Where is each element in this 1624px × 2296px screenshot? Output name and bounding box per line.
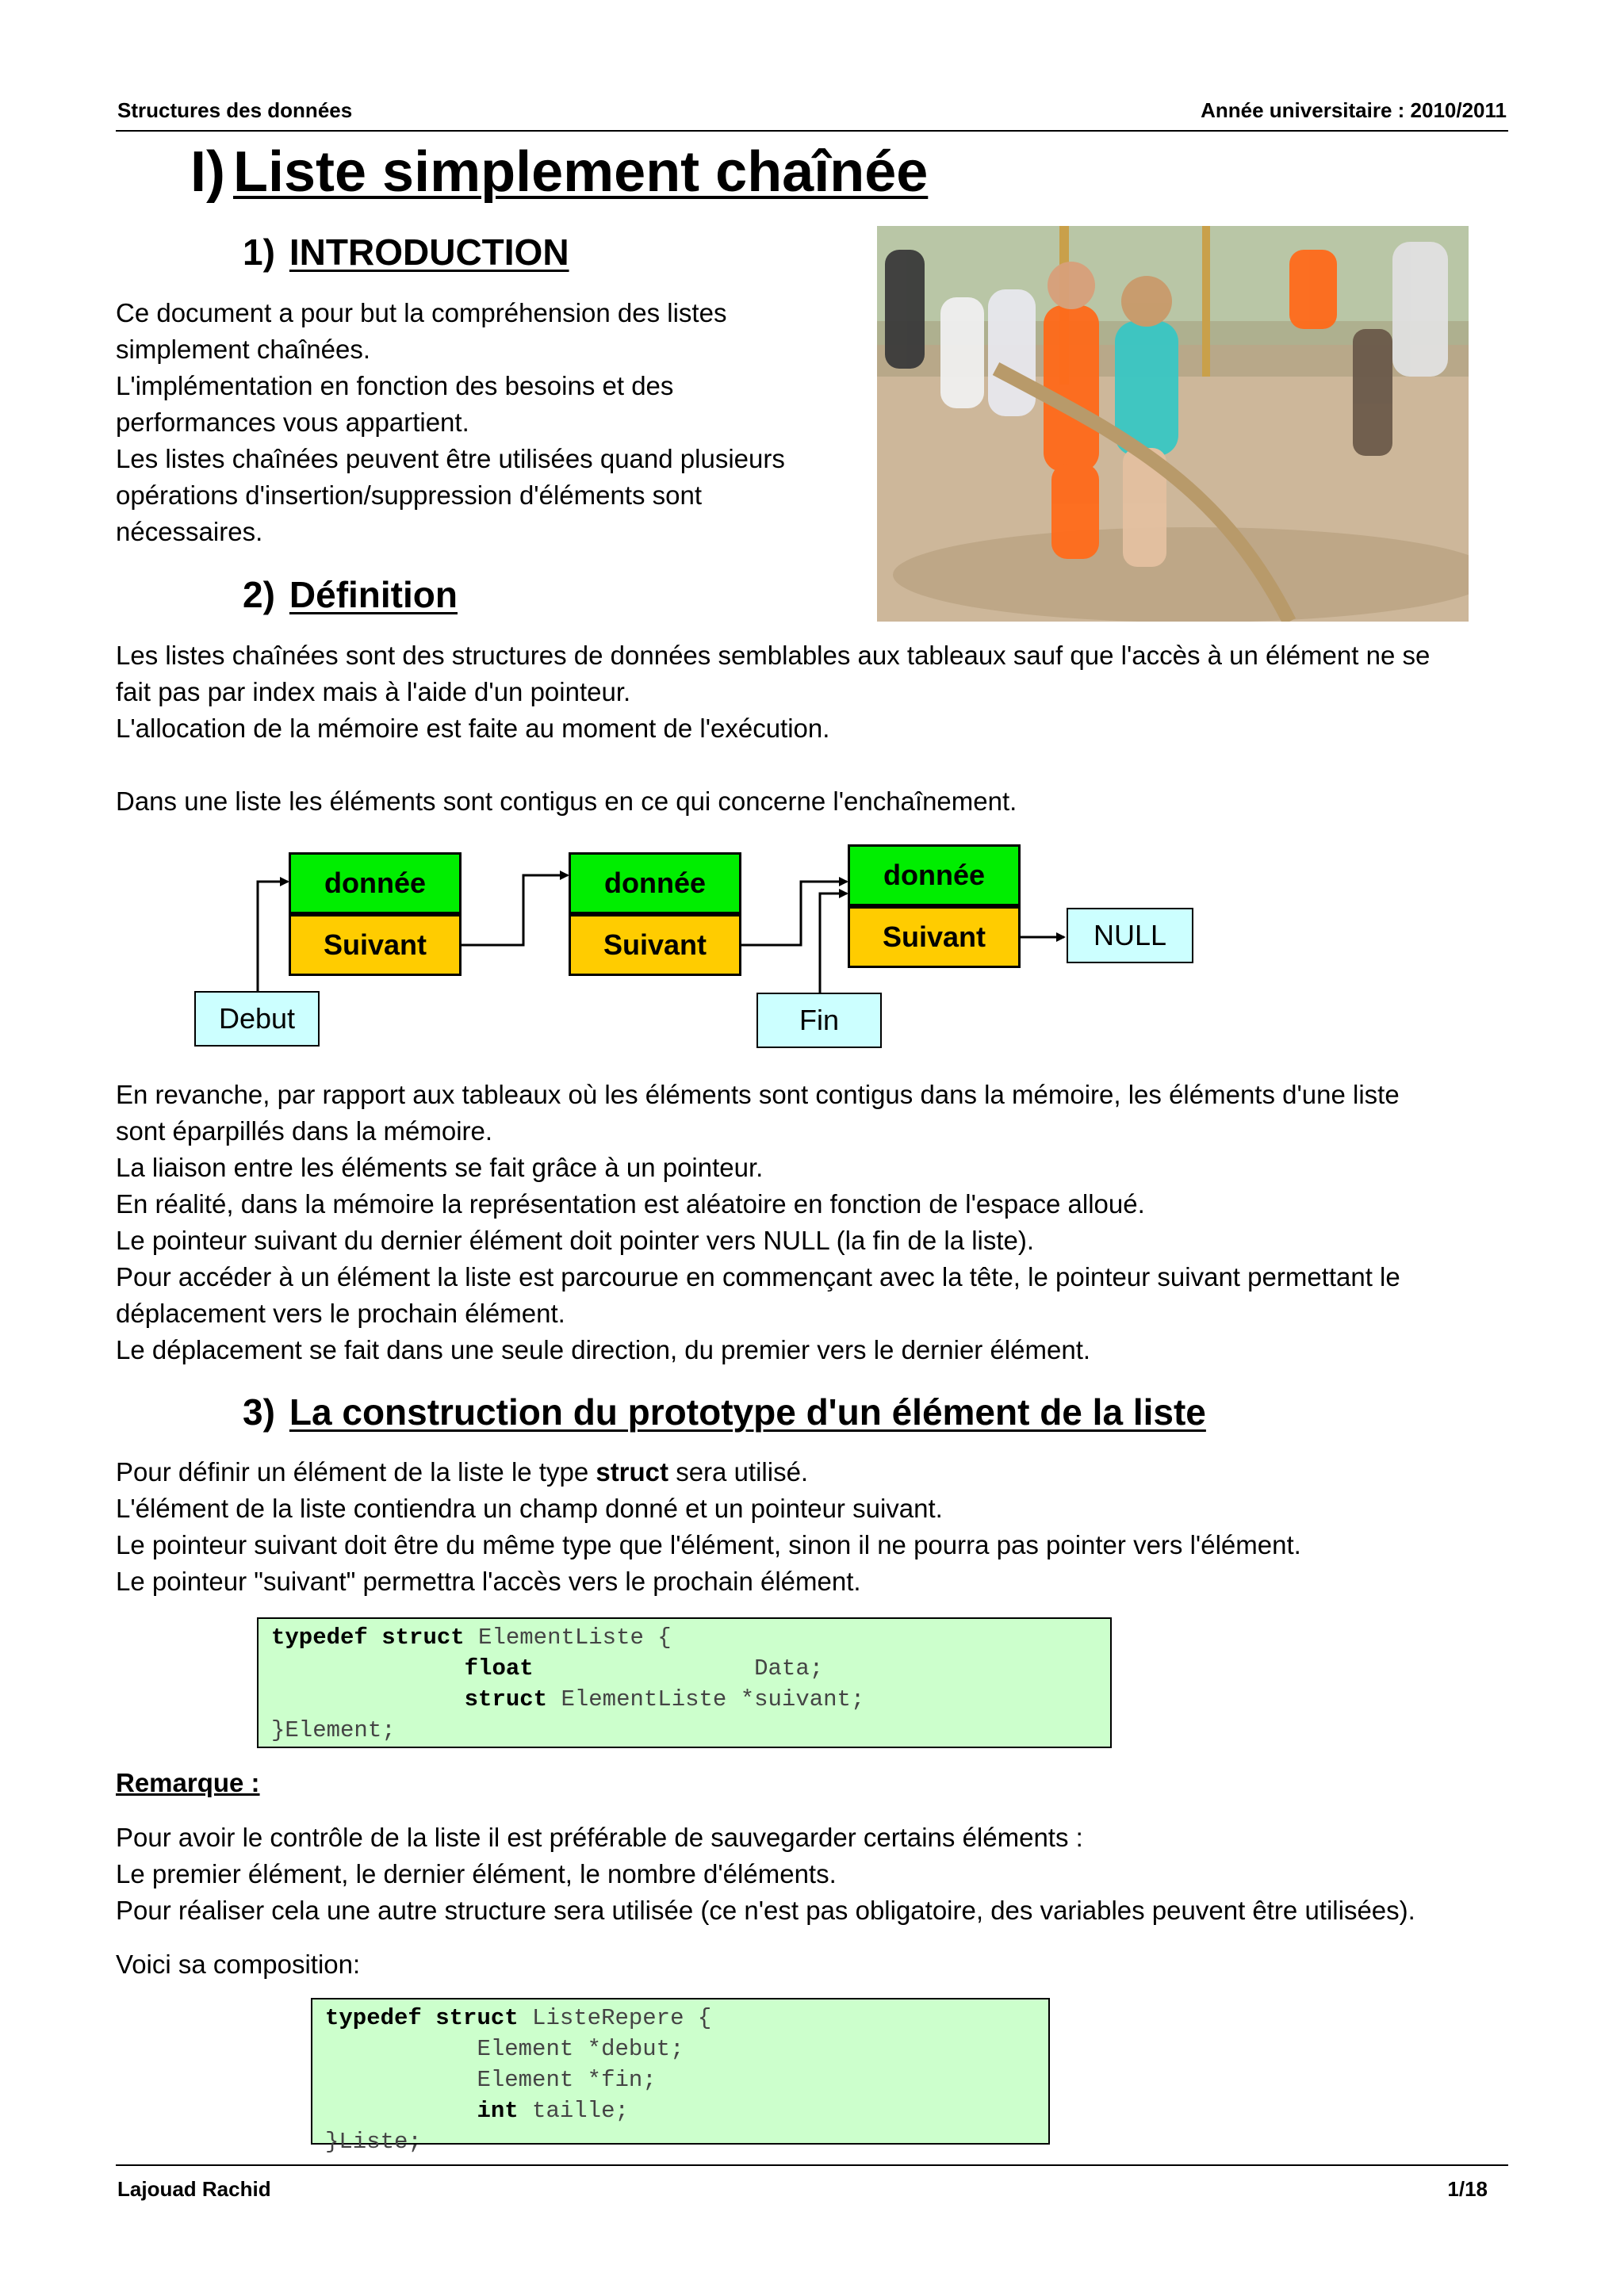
text-line: Pour réaliser cela une autre structure sera utilisée (ce n'est pas obligatoire, des variables peuvent être utilisées). <box>116 1896 1415 1925</box>
text-line <box>116 1454 1527 1490</box>
code-text: Element *debut; <box>477 2036 684 2062</box>
tug-of-war-photo <box>877 226 1469 622</box>
text-line: Dans une liste les éléments sont contigus en ce qui concerne l'enchaînement. <box>116 786 1017 816</box>
code-text: Data; <box>754 1655 824 1682</box>
chapter-title <box>190 139 928 205</box>
footer-author: Lajouad Rachid <box>117 2177 271 2201</box>
voici-paragraph <box>116 1946 909 1983</box>
node-3-next: Suivant <box>848 906 1021 968</box>
remarque-paragraph <box>116 1820 1527 1929</box>
code-text: Element *fin; <box>477 2067 657 2093</box>
code-keyword: float <box>464 1655 534 1682</box>
text-line: Le premier élément, le dernier élément, le nombre d'éléments. <box>116 1859 837 1888</box>
section-number: 1) <box>243 232 275 273</box>
text-line: L'allocation de la mémoire est faite au moment de l'exécution. <box>116 714 830 743</box>
text-line: En revanche, par rapport aux tableaux où les éléments sont contigus dans la mémoire, les éléments d'une liste <box>116 1080 1400 1109</box>
section-number: 3) <box>243 1391 275 1433</box>
code-text: }Liste; <box>325 2129 422 2155</box>
text-line: nécessaires. <box>116 517 263 546</box>
section-title: Définition <box>289 574 458 615</box>
text-line: Le pointeur suivant doit être du même type que l'élément, sinon il ne pourra pas pointer vers l'élément. <box>116 1530 1301 1559</box>
text-line: Le pointeur "suivant" permettra l'accès vers le prochain élément. <box>116 1567 861 1596</box>
code-text: taille; <box>518 2098 629 2124</box>
section-number: 2) <box>243 574 275 615</box>
code-keyword: typedef <box>271 1624 368 1651</box>
node-2-next: Suivant <box>569 914 741 976</box>
linked-list-diagram <box>190 836 1205 1058</box>
header-academic-year: Année universitaire : 2010/2011 <box>1201 98 1507 122</box>
fin-box: Fin <box>756 993 882 1048</box>
node-1-next: Suivant <box>289 914 462 976</box>
code-keyword: struct <box>464 1686 548 1712</box>
text-line: Les listes chaînées sont des structures de données semblables aux tableaux sauf que l'accès à un élément ne se <box>116 641 1431 670</box>
text-line: opérations d'insertion/suppression d'éléments sont <box>116 480 703 510</box>
code-text: ElementListe *suivant; <box>547 1686 865 1712</box>
code-keyword: struct <box>381 1624 465 1651</box>
liste-struct-code-block <box>311 1998 1050 2155</box>
text-line: simplement chaînées. <box>116 335 370 364</box>
text-line: L'implémentation en fonction des besoins et des <box>116 371 674 400</box>
debut-pointer-arrow <box>258 882 288 991</box>
header-course-title: Structures des données <box>117 98 353 122</box>
text-line: fait pas par index mais à l'aide d'un pointeur. <box>116 677 631 706</box>
intro-paragraph <box>116 295 877 550</box>
chapter-number: I) <box>190 140 225 204</box>
revanche-paragraph <box>116 1077 1527 1368</box>
prototype-paragraph <box>116 1454 1527 1600</box>
page-footer <box>116 2164 1508 2206</box>
text-line: Ce document a pour but la compréhension des listes <box>116 298 727 327</box>
text-line: La liaison entre les éléments se fait grâce à un pointeur. <box>116 1153 764 1182</box>
text-line: déplacement vers le prochain élément. <box>116 1299 565 1328</box>
node-2-data: donnée <box>569 852 741 914</box>
code-text: ListeRepere { <box>518 2005 712 2031</box>
debut-box: Debut <box>194 991 320 1047</box>
code-keyword: struct <box>435 2005 519 2031</box>
text-line: En réalité, dans la mémoire la représentation est aléatoire en fonction de l'espace alloué. <box>116 1189 1145 1219</box>
text-line: Pour accéder à un élément la liste est parcourue en commençant avec la tête, le pointeur suivant permettant le <box>116 1262 1400 1292</box>
text-line: Le déplacement se fait dans une seule direction, du premier vers le dernier élément. <box>116 1335 1091 1364</box>
section-title: La construction du prototype d'un élément de la liste <box>289 1391 1206 1433</box>
section-prototype-heading <box>243 1390 1206 1434</box>
definition-paragraph <box>116 637 1511 747</box>
fin-pointer-arrow <box>820 894 847 993</box>
code-keyword: int <box>477 2098 519 2124</box>
text-line: Le pointeur suivant du dernier élément doit pointer vers NULL (la fin de la liste). <box>116 1226 1035 1255</box>
section-title: INTRODUCTION <box>289 232 569 273</box>
element-struct-code-block <box>257 1617 1112 1748</box>
text-line: Voici sa composition: <box>116 1950 361 1979</box>
chapter-title-text: Liste simplement chaînée <box>232 140 929 204</box>
next-pointer-arrow-1 <box>462 875 568 945</box>
code-text: }Element; <box>271 1717 396 1743</box>
section-definition-heading <box>243 572 458 617</box>
footer-page-number: 1/18 <box>1447 2177 1488 2201</box>
struct-keyword: struct <box>596 1457 669 1487</box>
text-fragment: Pour définir un élément de la liste le type <box>116 1457 596 1487</box>
node-3-data: donnée <box>848 844 1021 906</box>
text-line: L'élément de la liste contiendra un champ donné et un pointeur suivant. <box>116 1494 943 1523</box>
null-box: NULL <box>1067 908 1193 963</box>
text-line: performances vous appartient. <box>116 408 469 437</box>
text-fragment: sera utilisé. <box>668 1457 809 1487</box>
code-text: ElementListe { <box>464 1624 672 1651</box>
text-line: sont éparpillés dans la mémoire. <box>116 1116 493 1146</box>
node-1-data: donnée <box>289 852 462 914</box>
page-header <box>116 95 1508 132</box>
next-pointer-arrow-2 <box>741 882 847 945</box>
remarque-label: Remarque : <box>116 1768 260 1797</box>
contiguity-paragraph <box>116 783 1511 820</box>
text-line: Les listes chaînées peuvent être utilisées quand plusieurs <box>116 444 785 473</box>
code-keyword: typedef <box>325 2005 422 2031</box>
section-introduction-heading <box>243 230 569 274</box>
text-line: Pour avoir le contrôle de la liste il est préférable de sauvegarder certains éléments : <box>116 1823 1083 1852</box>
photo-illustration <box>877 226 1469 622</box>
